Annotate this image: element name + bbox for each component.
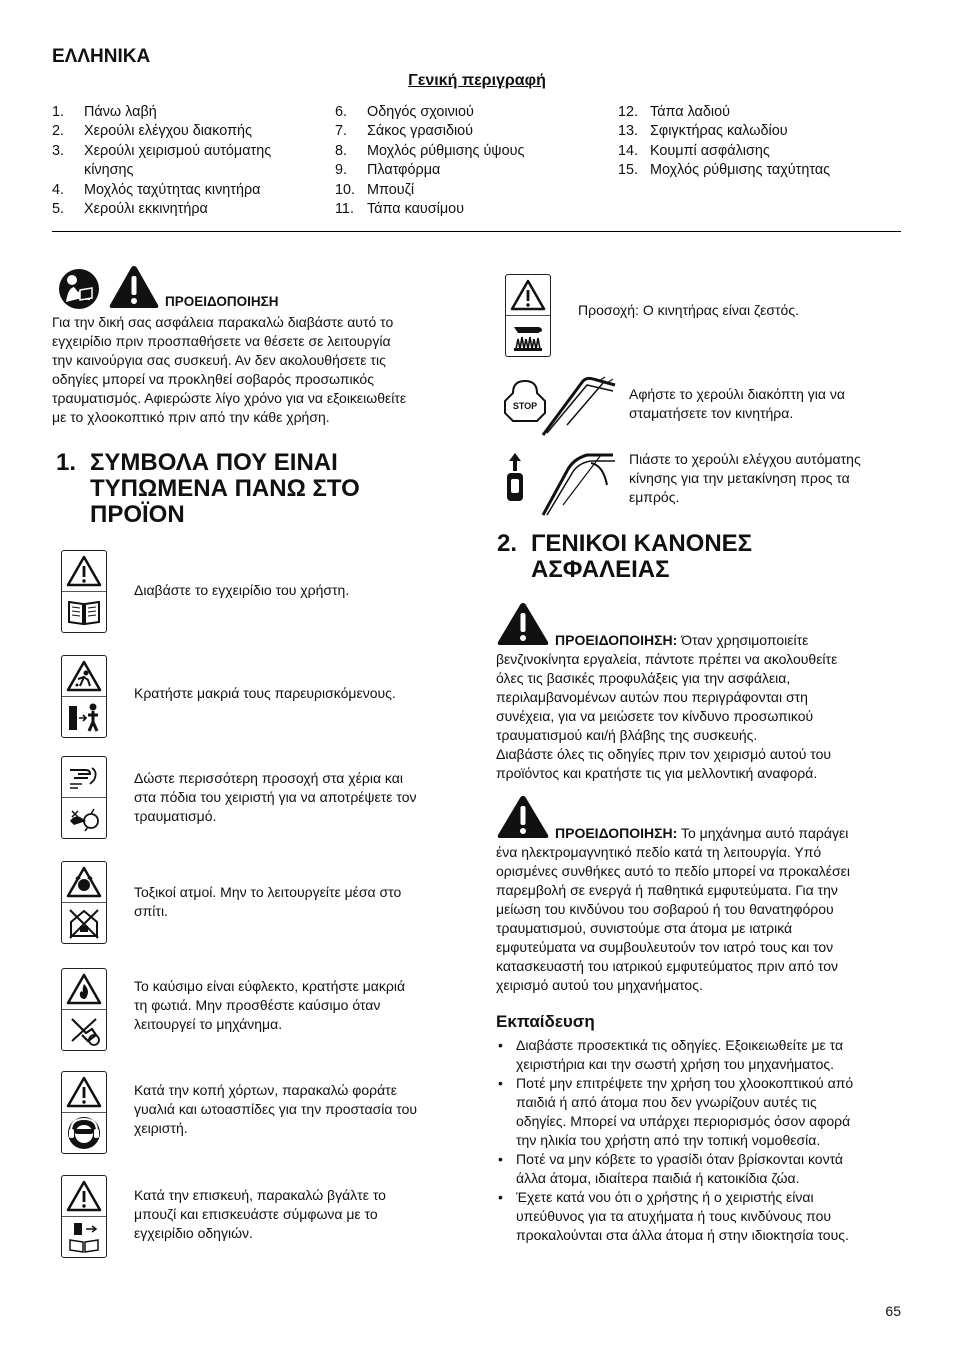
list-item: 1. Πάνω λαβή bbox=[52, 104, 157, 120]
list-item: 9. Πλατφόρμα bbox=[335, 162, 441, 179]
list-item: 13. Σφιγκτήρας καλωδίου bbox=[618, 123, 788, 140]
warning-triangle-icon bbox=[496, 794, 550, 840]
list-item: 11. Τάπα καυσίμου bbox=[335, 201, 465, 218]
divider bbox=[52, 231, 901, 232]
symbol-description: Το καύσιμο είναι εύφλεκτο, κρατήστε μακριά τη φωτιά. Μην προσθέστε καύσιμο όταν λειτουργεί το μηχάνημα. bbox=[134, 978, 406, 1032]
intro-warning-text: Για την δική σας ασφάλεια παρακαλώ διαβάστε αυτό το εγχειρίδιο πριν προσπαθήσετε να θέσετε σε λειτουργία την καινούργια σας συσκευή. Αν δεν ακολουθήσετε τις οδηγίες μπορεί να προκληθεί σοβαρός προσωπικός τραυματισμός. Αφιερώστε λίγο χρόνο για να εξοικειωθείτε με το χλοοκοπτικό πριν από την κάθε χρήση. bbox=[52, 314, 407, 425]
list-item: • Έχετε κατά νου ότι ο χρήστης ή ο χειριστής είναι υπεύθυνος για τα ατυχήματα ή τους κινδύνους που προκαλούνται στα άλλα άτομα ή στην ιδιοκτησία τους. bbox=[496, 1188, 906, 1245]
no-refuel-icon bbox=[62, 1010, 106, 1050]
symbol-toxic-fumes bbox=[61, 861, 107, 944]
symbol-description: Κατά την επισκευή, παρακαλώ βγάλτε το μπουζί και επισκευάστε σύμφωνα με το εγχειρίδιο οδηγιών. bbox=[134, 1187, 386, 1241]
training-bullets bbox=[496, 1036, 906, 1245]
list-item: 2. Χερούλι ελέγχου διακοπής bbox=[52, 123, 252, 140]
keep-distance-icon bbox=[62, 697, 106, 737]
parts-list-col2 bbox=[335, 103, 605, 219]
toxic-fumes-icon bbox=[62, 862, 106, 903]
list-item: 5. Χερούλι εκκινητήρα bbox=[52, 201, 208, 218]
list-item: 3. Χερούλι χειρισμού αυτόματης bbox=[52, 142, 272, 159]
list-item: 6. Οδηγός σχοινιού bbox=[335, 104, 474, 120]
list-item: 15. Μοχλός ρύθμισης ταχύτητας bbox=[618, 162, 831, 179]
symbol-description: Διαβάστε το εγχειρίδιο του χρήστη. bbox=[134, 582, 350, 598]
manual-book-icon bbox=[62, 592, 106, 632]
list-item: 4. Μοχλός ταχύτητας κινητήρα bbox=[52, 181, 261, 198]
thrown-object-icon bbox=[62, 656, 106, 697]
flammable-icon bbox=[62, 969, 106, 1010]
symbol-flammable bbox=[61, 968, 107, 1051]
warning-triangle-icon bbox=[62, 1176, 106, 1217]
section-title: ΓΕΝΙΚΟΙ ΚΑΝΟΝΕΣ ΑΣΦΑΛΕΙΑΣ bbox=[531, 530, 753, 583]
stop-handle-icon bbox=[503, 375, 621, 437]
list-item: • Ποτέ να μην κόβετε το γρασίδι όταν βρίσκονται κοντά άλλα άτομα, ιδιαίτερα παιδιά ή κατοικίδια ζώα. bbox=[496, 1150, 906, 1188]
parts-list-col3 bbox=[618, 103, 908, 181]
warning-triangle-icon bbox=[62, 551, 106, 592]
warning2-first-line: ΠΡΟΕΙΔΟΠΟΙΗΣΗ: Όταν χρησιμοποιείτε bbox=[555, 632, 809, 648]
hand-cut-icon bbox=[62, 757, 106, 798]
warning-triangle-icon bbox=[62, 1072, 106, 1113]
section-1-heading bbox=[56, 450, 456, 530]
symbol-read-manual bbox=[61, 550, 107, 633]
symbol-hands-feet bbox=[61, 756, 107, 839]
symbol-description: Κρατήστε μακριά τους παρευρισκόμενους. bbox=[134, 685, 396, 701]
symbol-bystanders bbox=[61, 655, 107, 738]
symbol-hot-engine bbox=[505, 274, 551, 357]
warning-label: ΠΡΟΕΙΔΟΠΟΙΗΣΗ: bbox=[555, 825, 678, 841]
symbol-description: Προσοχή: Ο κινητήρας είναι ζεστός. bbox=[578, 302, 799, 318]
foot-cut-icon bbox=[62, 798, 106, 838]
list-item: 12. Τάπα λαδιού bbox=[618, 104, 730, 120]
list-item: 7. Σάκος γρασιδιού bbox=[335, 123, 474, 140]
warning-triangle-icon bbox=[496, 601, 550, 647]
symbol-description: Κατά την κοπή χόρτων, παρακαλώ φοράτε γυαλιά και ωτοασπίδες για την προστασία του χειριστή. bbox=[134, 1082, 418, 1136]
page-number: 65 bbox=[885, 1303, 901, 1319]
protective-gear-icon bbox=[62, 1113, 106, 1153]
section-number: 1. bbox=[56, 449, 77, 476]
list-item: 8. Μοχλός ρύθμισης ύψους bbox=[335, 142, 525, 159]
warning3-text: ένα ηλεκτρομαγνητικό πεδίο κατά τη λειτουργία. Υπό ορισμένες συνθήκες αυτό το πεδίο μπορεί να προκαλέσει παρεμβολή σε ενεργά ή παθητικά εμφυτεύματα. Για την μείωση του κινδύνου του σοβαρού ή του θανατηφόρου τραυματισμού, συνιστούμε στα άτομα με ιατρικά εμφυτεύματα να συμβουλευτούν τον ιατρό τους και τον κατασκευαστή του ιατρικού εμφυτεύματος πριν από τον χειρισμό αυτού του μηχανήματος. bbox=[496, 844, 850, 993]
language-header: ΕΛΛΗΝΙΚΑ bbox=[52, 46, 151, 67]
symbol-repair bbox=[61, 1175, 107, 1258]
symbol-description: Τοξικοί ατμοί. Μην το λειτουργείτε μέσα στο σπίτι. bbox=[134, 884, 402, 919]
symbol-description: Πιάστε το χερούλι ελέγχου αυτόματης κίνησης για την μετακίνηση προς τα εμπρός. bbox=[629, 451, 861, 505]
warning-label: ΠΡΟΕΙΔΟΠΟΙΗΣΗ: bbox=[555, 632, 678, 648]
list-item: 14. Κουμπί ασφάλισης bbox=[618, 142, 770, 159]
read-manual-icon bbox=[58, 268, 100, 310]
symbol-description: Αφήστε το χερούλι διακόπτη για να σταματήσετε τον κινητήρα. bbox=[629, 386, 845, 421]
list-item: • Διαβάστε προσεκτικά τις οδηγίες. Εξοικειωθείτε με τα χειριστήρια και την σωστή χρήση του μηχανήματος. bbox=[496, 1036, 906, 1074]
section-title: ΣΥΜΒΟΛΑ ΠΟΥ ΕΙΝΑΙ ΤΥΠΩΜΕΝΑ ΠΑΝΩ ΣΤΟ ΠΡΟΪΟΝ bbox=[90, 449, 360, 528]
list-item: • Ποτέ μην επιτρέψετε την χρήση του χλοοκοπτικού από παιδιά ή από άτομα που δεν γνωρίζουν αυτές τις οδηγίες. Μπορεί να υπάρχει περιορισμός όσον αφορά την ηλικία του χρήστη από την τοπική νομοθεσία. bbox=[496, 1074, 906, 1150]
list-item: κίνησης bbox=[84, 162, 134, 179]
parts-list-col1 bbox=[52, 103, 322, 219]
training-title: Εκπαίδευση bbox=[496, 1012, 595, 1031]
spark-plug-manual-icon bbox=[62, 1217, 106, 1257]
stop-label: STOP bbox=[512, 401, 538, 411]
intro-warning-label: ΠΡΟΕΙΔΟΠΟΙΗΣΗ bbox=[165, 294, 279, 309]
general-description-title: Γενική περιγραφή bbox=[408, 72, 546, 89]
warning2-text: βενζινοκίνητα εργαλεία, πάντοτε πρέπει να ακολουθείτε όλες τις βασικές προφυλάξεις για την ασφάλεια, περιλαμβανομένων αυτών που περιγράφονται στη συνέχεια, για να μειώσετε τον κίνδυνο προσωπικού τραυματισμού και/ή βλάβης της συσκευής. Διαβάστε όλες τις οδηγίες πριν τον χειρισμό αυτού του προϊόντος και κρατήστε τις για μελλοντική αναφορά. bbox=[496, 651, 838, 781]
section-2-heading bbox=[497, 531, 897, 587]
list-item: 10. Μπουζί bbox=[335, 181, 415, 198]
warning-triangle-icon bbox=[108, 264, 160, 310]
self-propel-handle-icon bbox=[503, 445, 621, 517]
no-indoor-icon bbox=[62, 903, 106, 943]
section-number: 2. bbox=[497, 530, 518, 557]
warning-triangle-icon bbox=[506, 275, 550, 316]
symbol-protective-gear bbox=[61, 1071, 107, 1154]
hot-engine-icon bbox=[506, 316, 550, 356]
warning3-first-line: ΠΡΟΕΙΔΟΠΟΙΗΣΗ: Το μηχάνημα αυτό παράγει bbox=[555, 825, 849, 841]
symbol-description: Δώστε περισσότερη προσοχή στα χέρια και στα πόδια του χειριστή για να αποτρέψετε τον τραυματισμό. bbox=[134, 770, 417, 824]
